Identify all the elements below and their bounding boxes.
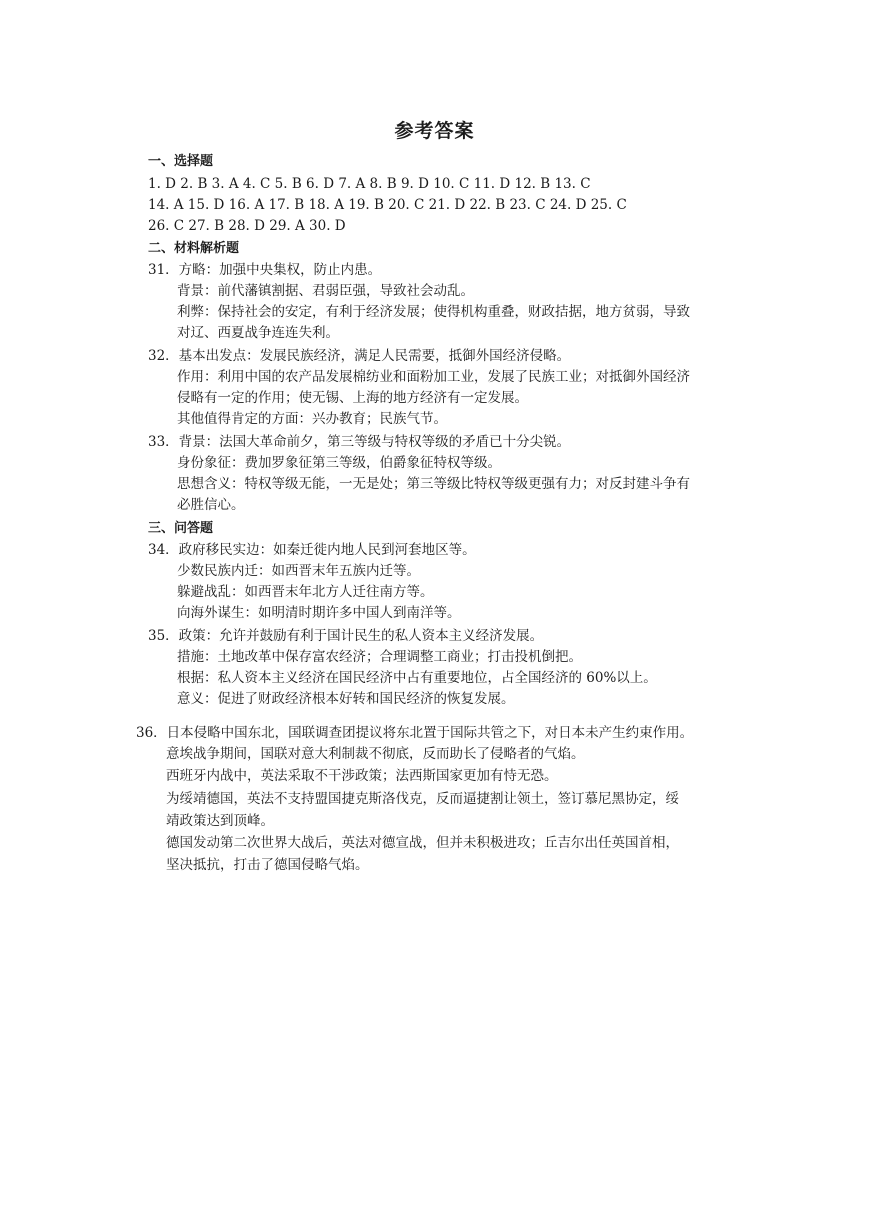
section-heading-material: 二、材料解析题	[148, 241, 240, 256]
q35-line-2: 措施：土地改革中保存富农经济；合理调整工商业；打击投机倒把。	[177, 649, 582, 665]
q35-line-4: 意义：促进了财政经济根本好转和国民经济的恢复发展。	[177, 691, 515, 707]
section-heading-qa: 三、问答题	[148, 521, 214, 536]
q34-line-4: 向海外谋生：如明清时期许多中国人到南洋等。	[177, 605, 461, 621]
q36-line-5: 靖政策达到顶峰。	[166, 813, 274, 829]
q31-line-4: 对辽、西夏战争连连失利。	[177, 325, 339, 341]
q32-line-1: 32．基本出发点：发展民族经济，满足人民需要，抵御外国经济侵略。	[148, 348, 571, 364]
q33-line-4: 必胜信心。	[177, 497, 245, 513]
q31-line-2: 背景：前代藩镇割据、君弱臣强，导致社会动乱。	[177, 283, 474, 299]
q34-line-3: 躲避战乱：如西晋末年北方人迁往南方等。	[177, 584, 434, 600]
q36-line-6: 德国发动第二次世界大战后，英法对德宣战，但并未积极进攻；丘吉尔出任英国首相，	[166, 835, 679, 851]
page-title: 参考答案	[394, 120, 475, 142]
q35-line-3: 根据：私人资本主义经济在国民经济中占有重要地位，占全国经济的 60%以上。	[177, 670, 657, 686]
q34-line-1: 34．政府移民实边：如秦迁徙内地人民到河套地区等。	[148, 542, 476, 558]
q36-line-1: 36．日本侵略中国东北，国联调查团提议将东北置于国际共管之下，对日本未产生约束作用。	[136, 725, 694, 741]
choice-answers-row-1: 1. D 2. B 3. A 4. C 5. B 6. D 7. A 8. B 9. D 10. C 11. D 12. B 13. C	[148, 176, 591, 192]
q32-line-2: 作用：利用中国的农产品发展棉纺业和面粉加工业，发展了民族工业；对抵御外国经济	[177, 369, 690, 385]
q33-line-1: 33．背景：法国大革命前夕，第三等级与特权等级的矛盾已十分尖锐。	[148, 434, 571, 450]
q36-line-2: 意埃战争期间，国联对意大利制裁不彻底，反而助长了侵略者的气焰。	[166, 746, 585, 762]
q32-line-4: 其他值得肯定的方面：兴办教育；民族气节。	[177, 411, 447, 427]
section-heading-choice: 一、选择题	[148, 154, 214, 169]
choice-answers-row-3: 26. C 27. B 28. D 29. A 30. D	[148, 218, 346, 234]
q31-line-1: 31．方略：加强中央集权，防止内患。	[148, 262, 382, 278]
choice-answers-row-2: 14. A 15. D 16. A 17. B 18. A 19. B 20. C 21. D 22. B 23. C 24. D 25. C	[148, 197, 627, 213]
q33-line-2: 身份象征：费加罗象征第三等级，伯爵象征特权等级。	[177, 455, 501, 471]
q36-line-4: 为绥靖德国，英法不支持盟国捷克斯洛伐克，反而逼捷割让领土，签订慕尼黑协定，绥	[166, 791, 679, 807]
q35-line-1: 35．政策：允许并鼓励有利于国计民生的私人资本主义经济发展。	[148, 628, 544, 644]
q36-line-7: 坚决抵抗，打击了德国侵略气焰。	[166, 857, 369, 873]
q34-line-2: 少数民族内迁：如西晋末年五族内迁等。	[177, 563, 420, 579]
q36-line-3: 西班牙内战中，英法采取不干涉政策；法西斯国家更加有恃无恐。	[166, 768, 558, 784]
q32-line-3: 侵略有一定的作用；使无锡、上海的地方经济有一定发展。	[177, 390, 528, 406]
q31-line-3: 利弊：保持社会的安定，有利于经济发展；使得机构重叠，财政拮据，地方贫弱，导致	[177, 304, 690, 320]
q33-line-3: 思想含义：特权等级无能，一无是处；第三等级比特权等级更强有力；对反封建斗争有	[177, 476, 690, 492]
